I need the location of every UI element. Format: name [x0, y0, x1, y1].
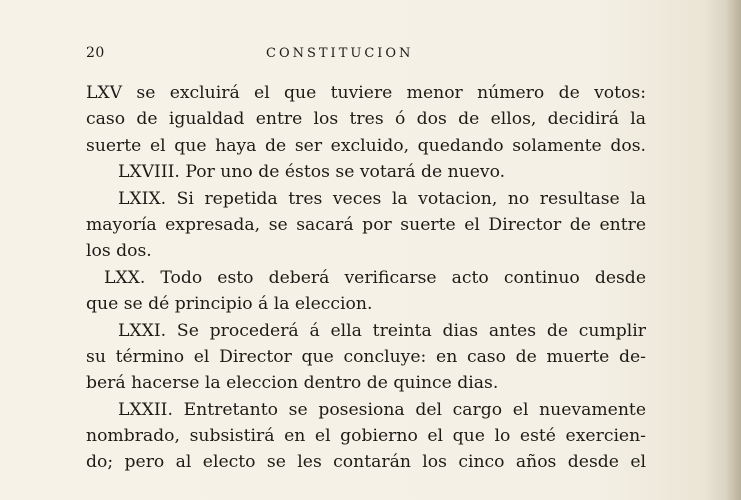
running-head: CONSTITUCION — [266, 46, 414, 61]
article-lxxi: LXXI. Se procederá á ella treinta dias antes de cumplir — [118, 320, 646, 341]
text-line: nombrado, subsistirá en el gobierno el que lo esté exercien- — [86, 426, 646, 447]
article-lxix: LXIX. Si repetida tres veces la votacion, no resultase la — [118, 188, 646, 209]
page-edge — [727, 0, 741, 500]
text-line: LXV se excluirá el que tuviere menor número de votos: — [86, 83, 646, 103]
text-line: los dos. — [86, 241, 152, 262]
text-line: do; pero al electo se les contarán los cinco años desde el — [86, 452, 646, 473]
text-line: caso de igualdad entre los tres ó dos de ellos, decidirá la — [86, 109, 646, 130]
article-lxxii: LXXII. Entretanto se posesiona del cargo el nuevamente — [118, 399, 646, 420]
text-line: berá hacerse la eleccion dentro de quince dias. — [86, 373, 499, 394]
text-line: que se dé principio á la eleccion. — [86, 294, 373, 315]
text-line: suerte el que haya de ser excluido, quedando solamente dos. — [86, 135, 646, 156]
article-lxx: LXX. Todo esto deberá verificarse acto continuo desde — [104, 267, 646, 288]
page-number: 20 — [86, 45, 105, 61]
article-lxviii: LXVIII. Por uno de éstos se votará de nuevo. — [118, 162, 506, 183]
body-text — [86, 80, 646, 476]
page-header — [86, 45, 648, 69]
text-line: mayoría expresada, se sacará por suerte el Director de entre — [86, 214, 646, 235]
text-line: su término el Director que concluye: en caso de muerte de- — [86, 346, 646, 367]
